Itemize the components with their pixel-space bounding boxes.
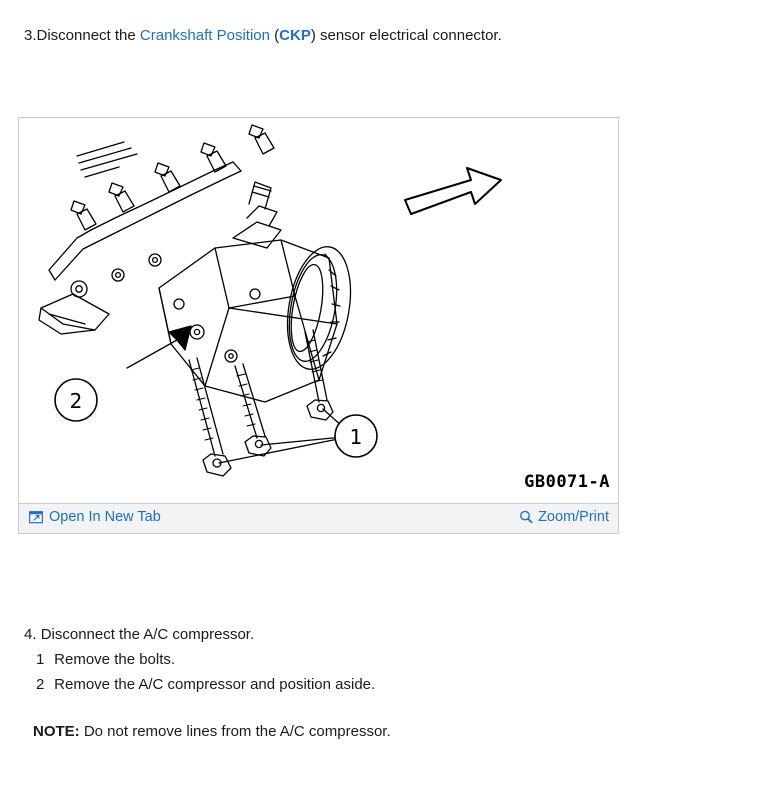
step-4-substep-2 — [36, 672, 375, 697]
step-3-instruction — [24, 26, 502, 46]
open-in-new-tab-icon — [29, 510, 43, 524]
open-in-new-tab-button[interactable] — [29, 509, 161, 525]
step-3-paren-close: ) — [310, 27, 316, 44]
crankshaft-position-link[interactable]: Crankshaft Position — [139, 27, 270, 44]
step-4-title-line — [24, 622, 375, 647]
substep-2-text: Remove the A/C compressor and position aside. — [54, 676, 376, 693]
step-4-block — [24, 622, 375, 697]
note-block — [33, 723, 391, 740]
zoom-print-button[interactable] — [519, 509, 609, 525]
ac-compressor-diagram — [19, 118, 618, 503]
substep-2-number: 2 — [36, 676, 45, 693]
step-3-number: 3. — [24, 27, 37, 44]
figure-footer — [19, 503, 618, 533]
substep-1-text: Remove the bolts. — [54, 651, 176, 668]
figure-panel — [18, 117, 619, 534]
substep-1-number: 1 — [36, 651, 45, 668]
magnifier-icon — [519, 510, 533, 524]
step-3-text-after: sensor electrical connector. — [315, 27, 502, 44]
note-text: Do not remove lines from the A/C compressor. — [79, 723, 391, 740]
ckp-abbreviation-link[interactable]: CKP — [279, 27, 311, 44]
callout-label-2: 2 — [69, 389, 83, 413]
open-in-new-tab-label: Open In New Tab — [49, 509, 161, 525]
step-3-paren-open: ( — [269, 27, 280, 44]
figure-code: GB0071-A — [524, 472, 610, 492]
figure-illustration[interactable] — [19, 118, 618, 503]
step-4-title: Disconnect the A/C compressor. — [40, 626, 255, 643]
callout-label-1: 1 — [349, 425, 363, 449]
zoom-print-label: Zoom/Print — [538, 509, 609, 525]
note-label: NOTE: — [33, 723, 80, 740]
step-3-text-before: Disconnect the — [36, 27, 140, 44]
step-4-substep-1 — [36, 647, 375, 672]
step-4-number: 4. — [24, 626, 37, 643]
